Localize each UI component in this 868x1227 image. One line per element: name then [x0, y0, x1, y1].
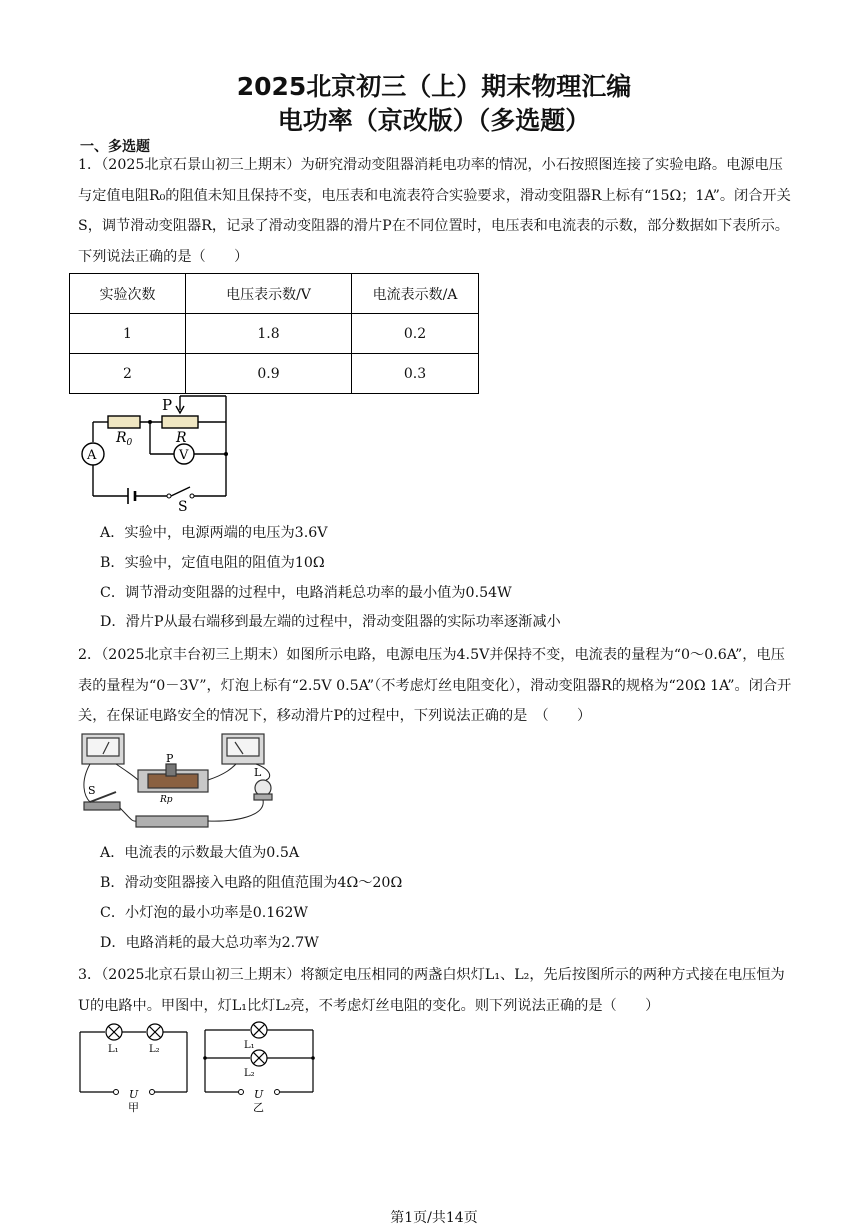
- slider-label-p: P: [166, 752, 174, 765]
- voltage-label: U: [129, 1088, 139, 1101]
- page-footer: 第1页/共14页: [390, 1210, 478, 1226]
- q2-option-d: D．电路消耗的最大总功率为2.7W: [100, 935, 319, 951]
- q1-option-d: D．滑片P从最右端移到最左端的过程中，滑动变阻器的实际功率逐渐减小: [100, 614, 561, 630]
- table-row: [70, 354, 479, 394]
- table-header: 实验次数: [70, 274, 186, 314]
- q2-option-b: B．滑动变阻器接入电路的阻值范围为4Ω～20Ω: [100, 875, 403, 891]
- junction-dot: [224, 452, 228, 456]
- table-cell: 0.3: [352, 354, 479, 394]
- table-header: 电流表示数/A: [352, 274, 479, 314]
- q2-apparatus-figure: [76, 730, 286, 835]
- table-cell: 1.8: [186, 314, 352, 354]
- question-1-stem: 1．（2025北京石景山初三上期末）为研究滑动变阻器消耗电功率的情况，小石按照图连接了实验电路。电源电压与定值电阻R₀的阻值未知且保持不变，电压表和电流表符合实验要求，滑动变阻器R上标有“15Ω；1A”。闭合开关S，调节滑动变阻器R，记录了滑动变阻器的滑片P在不同位置时，电压表和电流表的示数，部分数据如下表所示。下列说法正确的是（ ）: [78, 157, 791, 265]
- switch-contact: [167, 494, 171, 498]
- junction-dot: [203, 1056, 207, 1060]
- q1-option-b: B．实验中，定值电阻的阻值为10Ω: [100, 555, 325, 571]
- section-heading: 一、多选题: [80, 139, 150, 155]
- junction-dot: [148, 420, 152, 424]
- q1-option-c: C．调节滑动变阻器的过程中，电路消耗总功率的最小值为0.54W: [100, 585, 512, 601]
- terminal: [239, 1090, 244, 1095]
- table-cell: 0.9: [186, 354, 352, 394]
- page-title: 2025北京初三（上）期末物理汇编: [236, 72, 632, 101]
- q2-option-c: C．小灯泡的最小功率是0.162W: [100, 905, 308, 921]
- r-label: R: [176, 430, 187, 446]
- lamp-l2-label: L₂: [149, 1044, 160, 1055]
- switch-label: S: [178, 499, 188, 512]
- table-cell: 1: [70, 314, 186, 354]
- voltmeter-label: V: [179, 448, 189, 463]
- lamp-l2-label: L₂: [244, 1068, 255, 1079]
- junction-dot: [311, 1056, 315, 1060]
- question-3-stem: 3．（2025北京石景山初三上期末）将额定电压相同的两盏白炽灯L₁、L₂，先后按图所示的两种方式接在电压恒为U的电路中。甲图中，灯L₁比灯L₂亮，不考虑灯丝电阻的变化。则下列说法正确的是（ ）: [78, 967, 785, 1014]
- figure-name-yi: 乙: [253, 1101, 264, 1114]
- page-subtitle: 电功率（京改版）（多选题）: [277, 106, 591, 135]
- terminal: [114, 1090, 119, 1095]
- question-2-stem: 2．（2025北京丰台初三上期末）如图所示电路，电源电压为4.5V并保持不变，电流表的量程为“0～0.6A”，电压表的量程为“0－3V”，灯泡上标有“2.5V 0.5A”（不考虑灯丝电阻变化），滑动变阻器R的规格为“20Ω 1A”。闭合开关，在保证电路安全的情况下，移动滑片P的过程中，下列说法正确的是 （ ）: [78, 647, 792, 724]
- table-cell: 0.2: [352, 314, 479, 354]
- table-header-row: [70, 274, 479, 314]
- lamp-l1-label: L₁: [108, 1044, 119, 1055]
- q1-circuit-diagram: [70, 392, 240, 512]
- q3-circuit-diagrams: [76, 1018, 326, 1118]
- voltage-label: U: [254, 1088, 264, 1101]
- terminal: [275, 1090, 280, 1095]
- battery-icon: [136, 816, 208, 827]
- rheostat-label: Rp: [160, 795, 173, 805]
- q2-option-a: A．电流表的示数最大值为0.5A: [100, 845, 300, 861]
- bulb-label: L: [254, 766, 262, 779]
- terminal: [150, 1090, 155, 1095]
- q1-option-a: A．实验中，电源两端的电压为3.6V: [100, 525, 328, 541]
- lamp-l1-label: L₁: [244, 1040, 255, 1051]
- table-header: 电压表示数/V: [186, 274, 352, 314]
- switch-icon: [84, 802, 120, 810]
- ammeter-label: A: [87, 448, 97, 463]
- switch-label: S: [88, 784, 96, 797]
- table-row: [70, 314, 479, 354]
- slider-label-p: P: [162, 396, 173, 414]
- switch-contact: [190, 494, 194, 498]
- table-cell: 2: [70, 354, 186, 394]
- figure-name-jia: 甲: [128, 1101, 139, 1114]
- r0-label: $R_0$: [116, 430, 133, 448]
- q1-data-table: [69, 273, 479, 394]
